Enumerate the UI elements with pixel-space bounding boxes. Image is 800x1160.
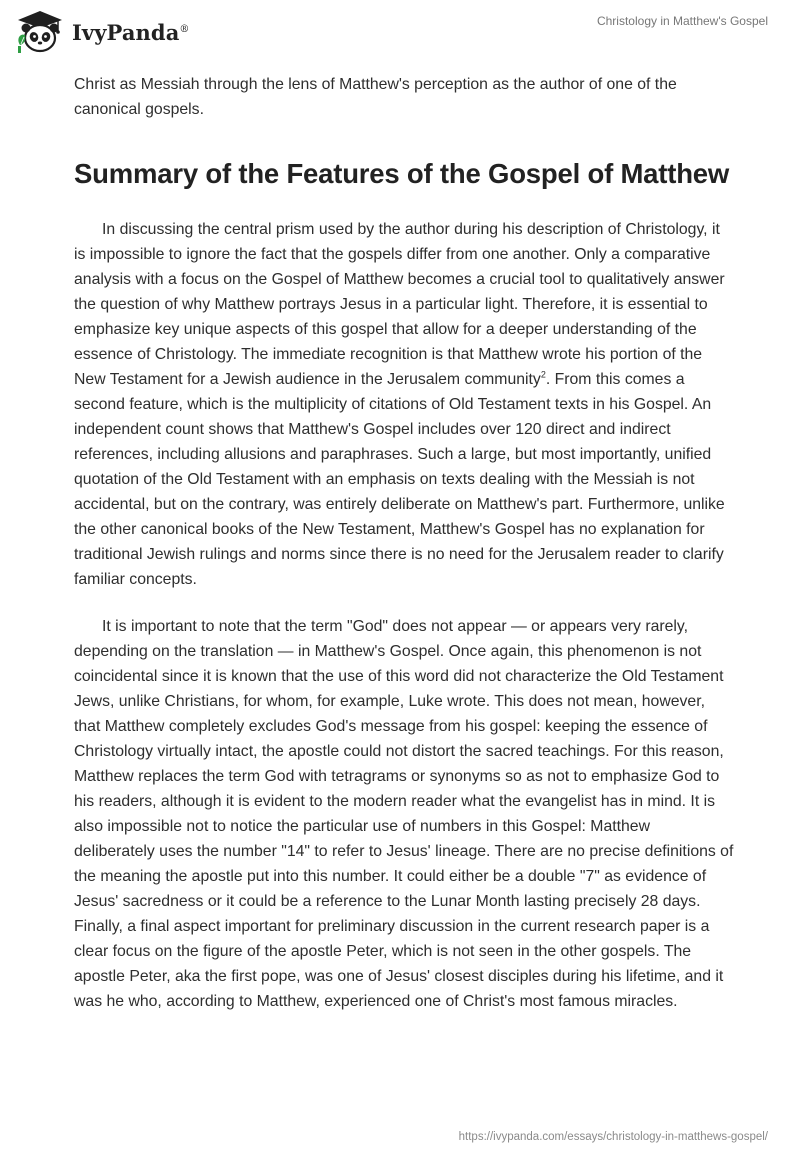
page-header: [0, 0, 800, 64]
document-title: Christology in Matthew's Gospel: [596, 14, 768, 28]
lead-paragraph: Christ as Messiah through the lens of Matthew's perception as the author of one of the canonical gospels.: [74, 76, 677, 118]
source-url-link[interactable]: https://ivypanda.com/essays/christology-in-matthews-gospel/: [458, 1131, 768, 1143]
panda-graduate-icon: [14, 9, 66, 55]
section-heading: Summary of the Features of the Gospel of Matthew: [74, 158, 730, 189]
brand-text: IvyPanda: [72, 19, 180, 45]
footnote-marker[interactable]: 2: [540, 369, 546, 380]
registered-mark: ®: [179, 23, 190, 35]
paragraph-1-text-a: In discussing the central prism used by the author during his description of Christology, it is impossible to ignore the fact that the gospels differ from one another. Only a comparative analysis with a focus on the Gospel of Matthew becomes a crucial tool to qualitatively answer the question of why Matthew portrays Jesus in a particular light. Therefore, it is essential to emphasize key unique aspects of this gospel that allow for a deeper understanding of the essence of Christology. The immediate recognition is that Matthew wrote his portion of the New Testament for a Jewish audience in the Jerusalem community: [74, 221, 725, 388]
essay-content: [74, 72, 734, 1036]
paragraph-2: It is important to note that the term "God" does not appear — or appears very rarely, depending on the translation — in Matthew's Gospel. Once again, this phenomenon is not coincidental since it is known that the use of this word did not characterize the Old Testament Jews, unlike Christians, for whom, for example, Luke wrote. This does not mean, however, that Matthew completely excludes God's message from his gospel: keeping the essence of Christology virtually intact, the apostle could not distort the sacred teachings. For this reason, Matthew replaces the term God with tetragrams or synonyms so as not to emphasize God to his readers, although it is evident to the modern reader what the evangelist has in mind. It is also impossible not to notice the particular use of numbers in this Gospel: Matthew deliberately uses the number "14" to refer to Jesus' lineage. There are no precise definitions of the meaning the apostle put into this number. It could either be a double "7" as evidence of Jesus' sacredness or it could be a reference to the Lunar Month lasting precisely 28 days. Finally, a final aspect important for preliminary discussion in the current research paper is a clear focus on the figure of the apostle Peter, which is not seen in the other gospels. The apostle Peter, aka the first pope, was one of Jesus' closest disciples during his lifetime, and it was he who, according to Matthew, experienced one of Christ's most famous miracles.: [74, 618, 734, 1010]
paragraph-1-text-b: . From this comes a second feature, which is the multiplicity of citations of Old Testament texts in his Gospel. An independent count shows that Matthew's Gospel includes over 120 direct and indirect references, including allusions and paraphrases. Such a large, but most importantly, unified quotation of the Old Testament with an emphasis on texts dealing with the Messiah is not accidental, but on the contrary, was entirely deliberate on Matthew's part. Furthermore, unlike the other canonical books of the New Testament, Matthew's Gospel has no explanation for traditional Jewish rulings and norms since there is no need for the Jerusalem reader to clarify familiar concepts.: [74, 371, 725, 588]
brand-name: [72, 20, 190, 45]
brand-logo[interactable]: [14, 8, 190, 56]
paragraph-1: [74, 217, 734, 592]
